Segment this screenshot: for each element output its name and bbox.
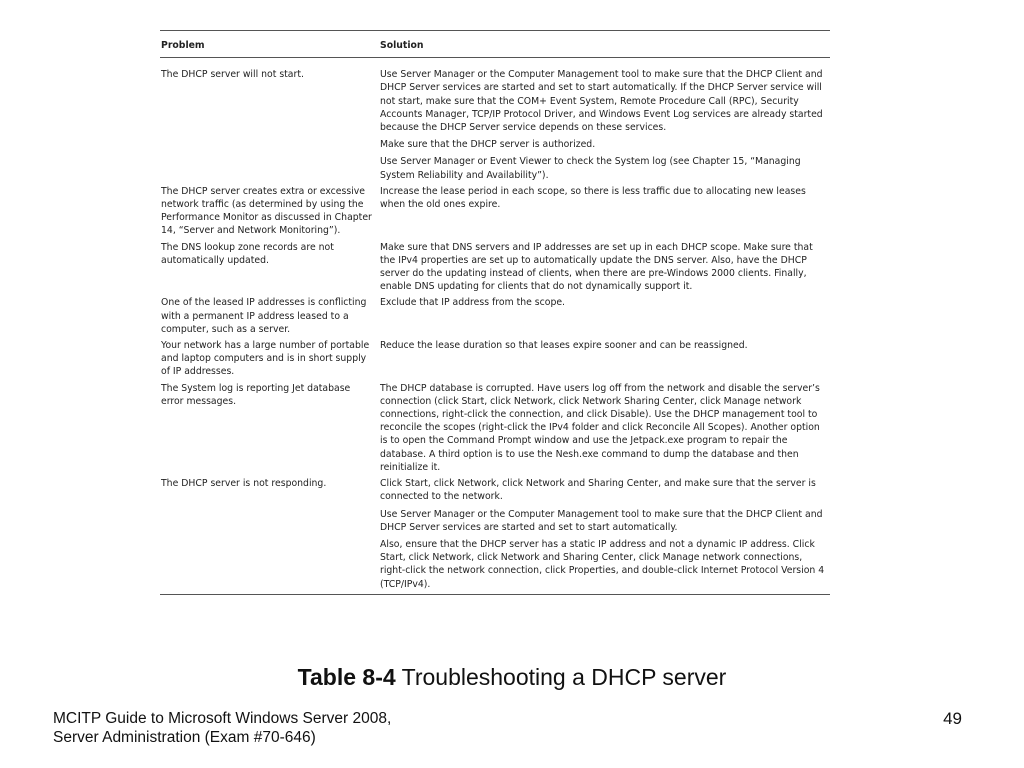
solution-cell xyxy=(379,296,830,339)
solution-cell xyxy=(379,58,830,185)
solution-cell xyxy=(379,339,830,382)
problem-column-header: Problem xyxy=(160,31,379,58)
solution-cell xyxy=(379,241,830,297)
problem-cell: The DHCP server is not responding. xyxy=(161,478,327,490)
solution-paragraph: Reduce the lease duration so that leases expire sooner and can be reassigned. xyxy=(380,340,748,352)
table-row xyxy=(160,241,830,297)
table-row xyxy=(160,477,830,594)
page-number: 49 xyxy=(943,709,962,728)
table-caption xyxy=(0,664,1024,691)
solution-paragraph: Increase the lease period in each scope, so there is less traffic due to allocating new leases when the old ones expire. xyxy=(380,185,806,211)
troubleshooting-table-container xyxy=(160,30,830,595)
footer-line-2: Server Administration (Exam #70-646) xyxy=(53,729,316,746)
footer-book-title xyxy=(53,709,391,747)
solution-paragraph: Click Start, click Network, click Network and Sharing Center, and make sure that the server is connected to the network. xyxy=(380,478,816,503)
table-row xyxy=(160,185,830,241)
table-body xyxy=(160,58,830,594)
table-row xyxy=(160,339,830,382)
solution-cell xyxy=(379,185,830,241)
table-header-row xyxy=(160,31,830,58)
caption-text: Troubleshooting a DHCP server xyxy=(395,664,727,690)
footer-line-1: MCITP Guide to Microsoft Windows Server 2008, xyxy=(53,710,392,727)
table-bottom-rule xyxy=(160,594,830,595)
troubleshooting-table xyxy=(160,30,830,594)
solution-paragraph: Make sure that the DHCP server is authorized. xyxy=(380,139,596,151)
problem-cell: The DNS lookup zone records are not automatically updated. xyxy=(161,241,334,266)
solution-paragraph: Use Server Manager or the Computer Management tool to make sure that the DHCP Client and DHCP Server services are started and set to start automatically. xyxy=(380,508,823,533)
table-row xyxy=(160,382,830,477)
solution-cell xyxy=(379,382,830,477)
caption-label: Table 8-4 xyxy=(297,664,396,690)
solution-paragraph: Make sure that DNS servers and IP addresses are set up in each DHCP scope. Make sure that the IPv4 properties are set up to automatically update the DNS server. Also, have the DHCP server do the updating instead of clients, when there are pre-Windows 2000 clients. Finally, enable DNS updating for clients that do not dynamically support it. xyxy=(380,241,813,293)
solution-paragraph: Use Server Manager or the Computer Management tool to make sure that the DHCP Client and DHCP Server services are started and set to start automatically. If the DHCP Server service will not start, make sure that the COM+ Event System, Remote Procedure Call (RPC), Security Accounts Manager, TCP/IP Protocol Driver, and Windows Event Log services are already started because the DHCP Server service depends on these services. xyxy=(380,69,823,134)
problem-cell: The System log is reporting Jet database error messages. xyxy=(161,382,351,407)
problem-cell: Your network has a large number of portable and laptop computers and is in short supply of IP addresses. xyxy=(161,340,370,378)
solution-cell xyxy=(379,477,830,594)
table-row xyxy=(160,296,830,339)
solution-paragraph: Also, ensure that the DHCP server has a static IP address and not a dynamic IP address. Click Start, click Network, click Network and Sharing Center, click Manage network connections, right-click the network connection, click Properties, and double-click Internet Protocol Version 4 (TCP/IPv4). xyxy=(380,538,825,590)
problem-cell: The DHCP server will not start. xyxy=(161,69,304,81)
solution-paragraph: Exclude that IP address from the scope. xyxy=(380,297,566,309)
problem-cell: The DHCP server creates extra or excessive network traffic (as determined by using the Performance Monitor as discussed in Chapter 14, “Server and Network Monitoring”). xyxy=(161,185,372,237)
solution-paragraph: The DHCP database is corrupted. Have users log off from the network and disable the server’s connection (click Start, click Network, click Network Sharing Center, click Manage network connections, right-click the connection, and click Disable). Use the DHCP management tool to reconcile the scopes (right-click the IPv4 folder and click Reconcile All Scopes). Another option is to open the Command Prompt window and use the Jetpack.exe program to repair the database. A third option is to use the Nesh.exe command to dump the database and then reinitialize it. xyxy=(380,382,820,473)
solution-column-header: Solution xyxy=(379,31,830,58)
solution-paragraph: Use Server Manager or Event Viewer to check the System log (see Chapter 15, “Managing System Reliability and Availability”). xyxy=(380,156,801,181)
table-row xyxy=(160,58,830,185)
problem-cell: One of the leased IP addresses is conflicting with a permanent IP address leased to a computer, such as a server. xyxy=(161,297,367,335)
